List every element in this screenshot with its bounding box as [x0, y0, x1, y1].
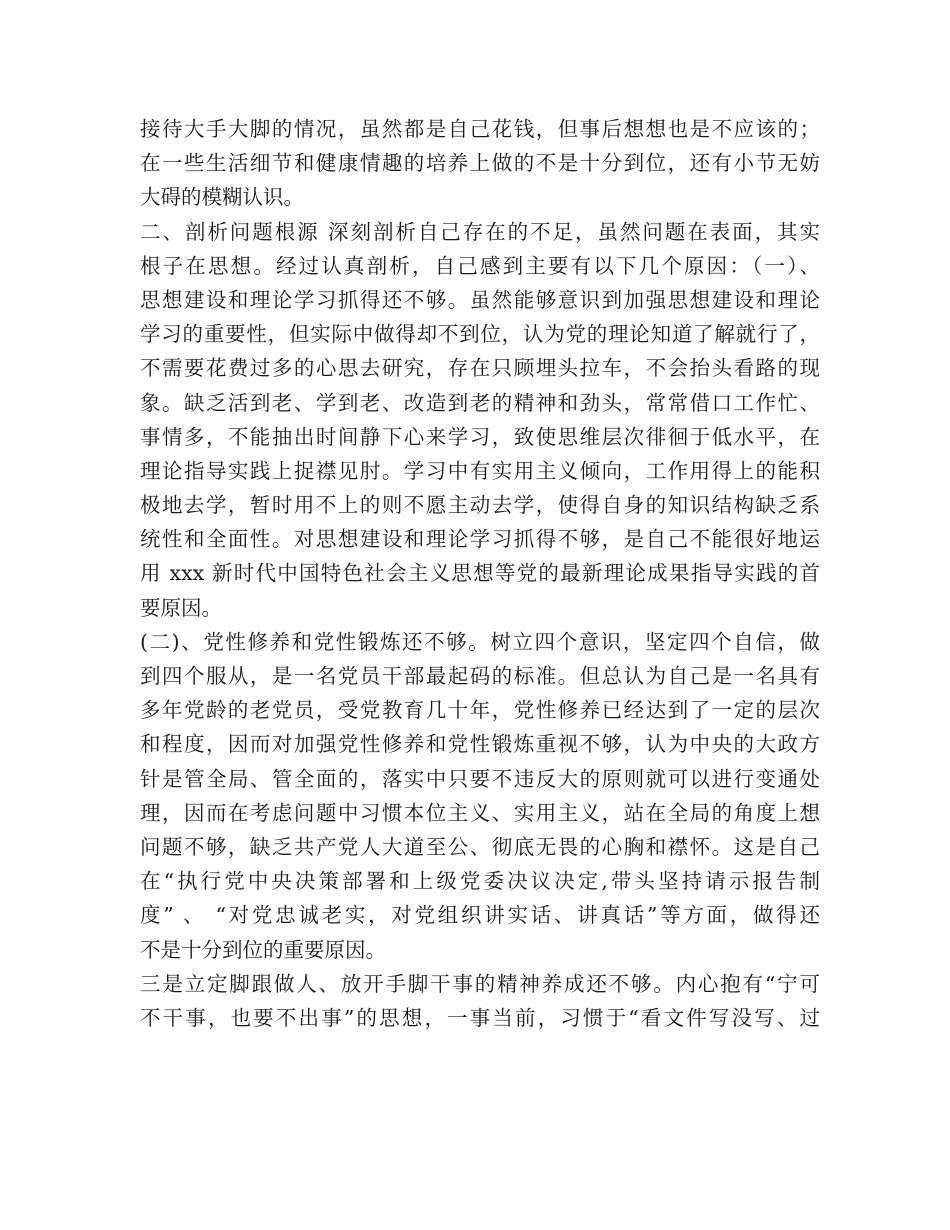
- text-line: 象。缺乏活到老、学到老、改造到老的精神和劲头，常常借口工作忙、: [140, 390, 820, 415]
- text-line: 不需要花费过多的心思去研究，存在只顾埋头拉车，不会抬头看路的现: [140, 356, 820, 381]
- text-line: 统性和全面性。对思想建设和理论学习抓得不够，是自己不能很好地运: [140, 527, 820, 552]
- document-body-text: [140, 112, 820, 1035]
- text-line: 二、剖析问题根源 深刻剖析自己存在的不足，虽然问题在表面，其实: [140, 219, 820, 244]
- text-line: 问题不够，缺乏共产党人大道至公、彻底无畏的心胸和襟怀。这是自己: [140, 834, 820, 859]
- text-line: 不干事，也要不出事”的思想，一事当前，习惯于“看文件写没写、过: [140, 1005, 820, 1030]
- text-line: 在“执行党中央决策部署和上级党委决议决定,带头坚持请示报告制: [140, 869, 820, 894]
- text-line: 度” 、 “对党忠诚老实，对党组织讲实话、讲真话”等方面，做得还: [140, 903, 820, 928]
- text-line: 学习的重要性，但实际中做得却不到位，认为党的理论知道了解就行了，: [140, 322, 820, 347]
- text-line: 理论指导实践上捉襟见肘。学习中有实用主义倾向，工作用得上的能积: [140, 458, 820, 483]
- text-line: 到四个服从，是一名党员干部最起码的标准。但总认为自己是一名具有: [140, 664, 820, 688]
- text-line: 理，因而在考虑问题中习惯本位主义、实用主义，站在全局的角度上想: [140, 800, 820, 825]
- text-line: 针是管全局、管全面的，落实中只要不违反大的原则就可以进行变通处: [140, 766, 820, 791]
- text-line: 大碍的模糊认识。: [140, 185, 304, 210]
- text-line: 接待大手大脚的情况，虽然都是自己花钱，但事后想想也是不应该的；: [140, 117, 820, 141]
- text-line: 在一些生活细节和健康情趣的培养上做的不是十分到位，还有小节无妨: [140, 151, 820, 176]
- text-line: 极地去学，暂时用不上的则不愿主动去学，使得自身的知识结构缺乏系: [140, 493, 820, 518]
- text-line: 不是十分到位的重要原因。: [140, 937, 386, 962]
- text-line: 多年党龄的老党员，受党教育几十年，党性修养已经达到了一定的层次: [140, 698, 820, 723]
- text-line: 和程度，因而对加强党性修养和党性锻炼重视不够，认为中央的大政方: [140, 732, 820, 757]
- text-line: 要原因。: [140, 595, 222, 620]
- text-line: 用 xxx 新时代中国特色社会主义思想等党的最新理论成果指导实践的首: [140, 561, 820, 586]
- text-line: 事情多，不能抽出时间静下心来学习，致使思维层次徘徊于低水平，在: [140, 424, 820, 449]
- text-line: 三是立定脚跟做人、放开手脚干事的精神养成还不够。内心抱有“宁可: [140, 971, 820, 996]
- text-line: 思想建设和理论学习抓得还不够。虽然能够意识到加强思想建设和理论: [140, 287, 820, 312]
- text-line: (二)、党性修养和党性锻炼还不够。树立四个意识，坚定四个自信，做: [140, 629, 820, 654]
- text-line: 根子在思想。经过认真剖析，自己感到主要有以下几个原因：（一）、: [140, 253, 820, 278]
